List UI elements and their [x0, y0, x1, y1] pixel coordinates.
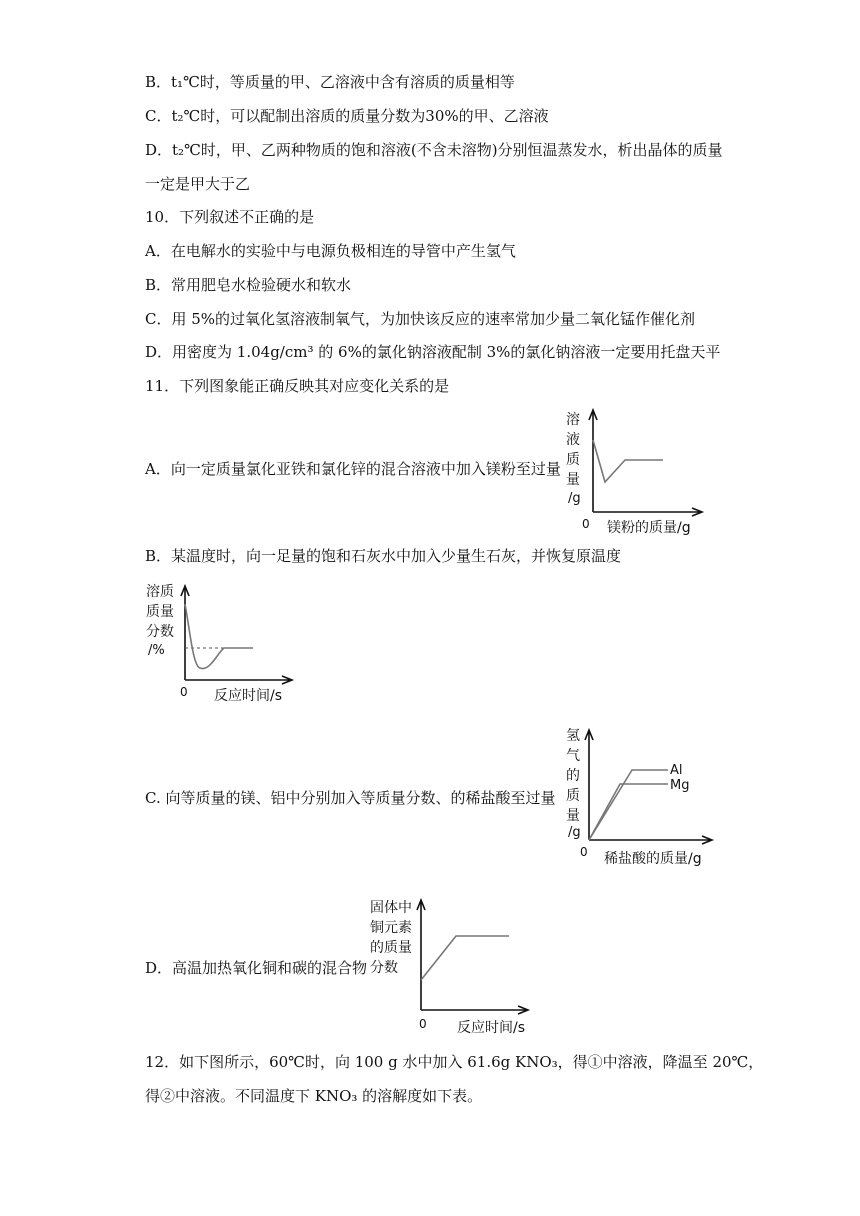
- graph-a-xlabel: 镁粉的质量/g: [607, 520, 691, 536]
- graph-c-origin: 0: [580, 845, 588, 859]
- q10-option-c: C．用 5%的过氧化氢溶液制氧气，为加快该反应的速率常加少量二氧化锰作催化剂: [145, 310, 696, 328]
- graph-d-ylabel-1: 固体中: [370, 900, 412, 916]
- graph-b: [140, 576, 300, 706]
- graph-c-xlabel: 稀盐酸的质量/g: [604, 851, 702, 867]
- graph-c-axes: [585, 730, 712, 844]
- q12-stem: 12．如下图所示，60℃时，向 100 g 水中加入 61.6g KNO₃，得①中溶液，降温至 20℃，: [145, 1053, 764, 1071]
- graph-b-xlabel: 反应时间/s: [214, 688, 283, 704]
- graph-a-ylabel-3: 质: [566, 452, 580, 468]
- graph-a-ylabel-unit: /g: [568, 491, 581, 506]
- q10-option-a: A．在电解水的实验中与电源负极相连的导管中产生氢气: [145, 242, 516, 260]
- graph-a-curve: [593, 440, 663, 482]
- graph-c-legend-mg: Mg: [670, 778, 690, 793]
- graph-d-origin: 0: [419, 1017, 427, 1031]
- q11-option-c: C. 向等质量的镁、铝中分别加入等质量分数、的稀盐酸至过量: [145, 789, 556, 807]
- graph-c-legend-al: Al: [670, 763, 683, 778]
- q11-option-d: D．高温加热氧化铜和碳的混合物: [145, 959, 368, 977]
- graph-b-ylabel-unit: /%: [148, 643, 165, 658]
- graph-a: [560, 400, 710, 540]
- graph-a-axes: [589, 410, 702, 516]
- graph-c-ylabel-5: 量: [566, 808, 580, 824]
- q11-option-a: A．向一定质量氯化亚铁和氯化锌的混合溶液中加入镁粉至过量: [145, 460, 561, 478]
- graph-d-curve: [421, 936, 509, 980]
- q11-option-b: B．某温度时，向一足量的饱和石灰水中加入少量生石灰，并恢复原温度: [145, 547, 622, 565]
- graph-a-ylabel-2: 液: [566, 432, 580, 448]
- graph-a-ylabel-1: 溶: [566, 412, 580, 428]
- graph-c-ylabel-1: 氢: [566, 728, 580, 744]
- q10-stem: 10．下列叙述不正确的是: [145, 208, 315, 226]
- graph-b-ylabel-1: 溶质: [146, 584, 174, 600]
- graph-d-xlabel: 反应时间/s: [457, 1020, 526, 1036]
- graph-b-axes: [181, 586, 292, 684]
- graph-c: [560, 718, 720, 873]
- graph-b-curve: [185, 604, 253, 669]
- graph-b-ylabel-2: 质量: [146, 604, 174, 620]
- q9-option-d-cont: 一定是甲大于乙: [145, 175, 251, 193]
- graph-c-ylabel-4: 质: [566, 788, 580, 804]
- graph-c-ylabel-3: 的: [566, 768, 580, 784]
- graph-a-ylabel-4: 量: [566, 472, 580, 488]
- graph-c-curve-mg: [589, 784, 668, 840]
- graph-c-ylabel-2: 气: [566, 748, 580, 764]
- graph-b-origin: 0: [180, 685, 188, 699]
- q10-option-b: B．常用肥皂水检验硬水和软水: [145, 276, 352, 294]
- q9-option-c: C．t₂℃时，可以配制出溶质的质量分数为30%的甲、乙溶液: [145, 107, 549, 125]
- graph-d-axes: [417, 900, 528, 1014]
- graph-c-ylabel-unit: /g: [568, 825, 581, 840]
- graph-d-ylabel-2: 铜元素: [370, 920, 412, 936]
- graph-a-origin: 0: [582, 517, 590, 531]
- graph-b-ylabel-3: 分数: [146, 624, 174, 640]
- q11-stem: 11．下列图象能正确反映其对应变化关系的是: [145, 377, 450, 395]
- graph-d: [366, 892, 536, 1040]
- graph-d-ylabel-3: 的质量: [370, 940, 412, 956]
- q9-option-b: B．t₁℃时，等质量的甲、乙溶液中含有溶质的质量相等: [145, 73, 515, 91]
- graph-d-ylabel-4: 分数: [370, 960, 398, 976]
- q9-option-d: D．t₂℃时，甲、乙两种物质的饱和溶液(不含未溶物)分别恒温蒸发水，析出晶体的质量: [145, 141, 723, 159]
- q10-option-d: D．用密度为 1.04g/cm³ 的 6%的氯化钠溶液配制 3%的氯化钠溶液一定要用托盘天平: [145, 343, 721, 361]
- q12-stem-cont: 得②中溶液。不同温度下 KNO₃ 的溶解度如下表。: [145, 1087, 483, 1105]
- graph-c-curve-al: [589, 770, 668, 840]
